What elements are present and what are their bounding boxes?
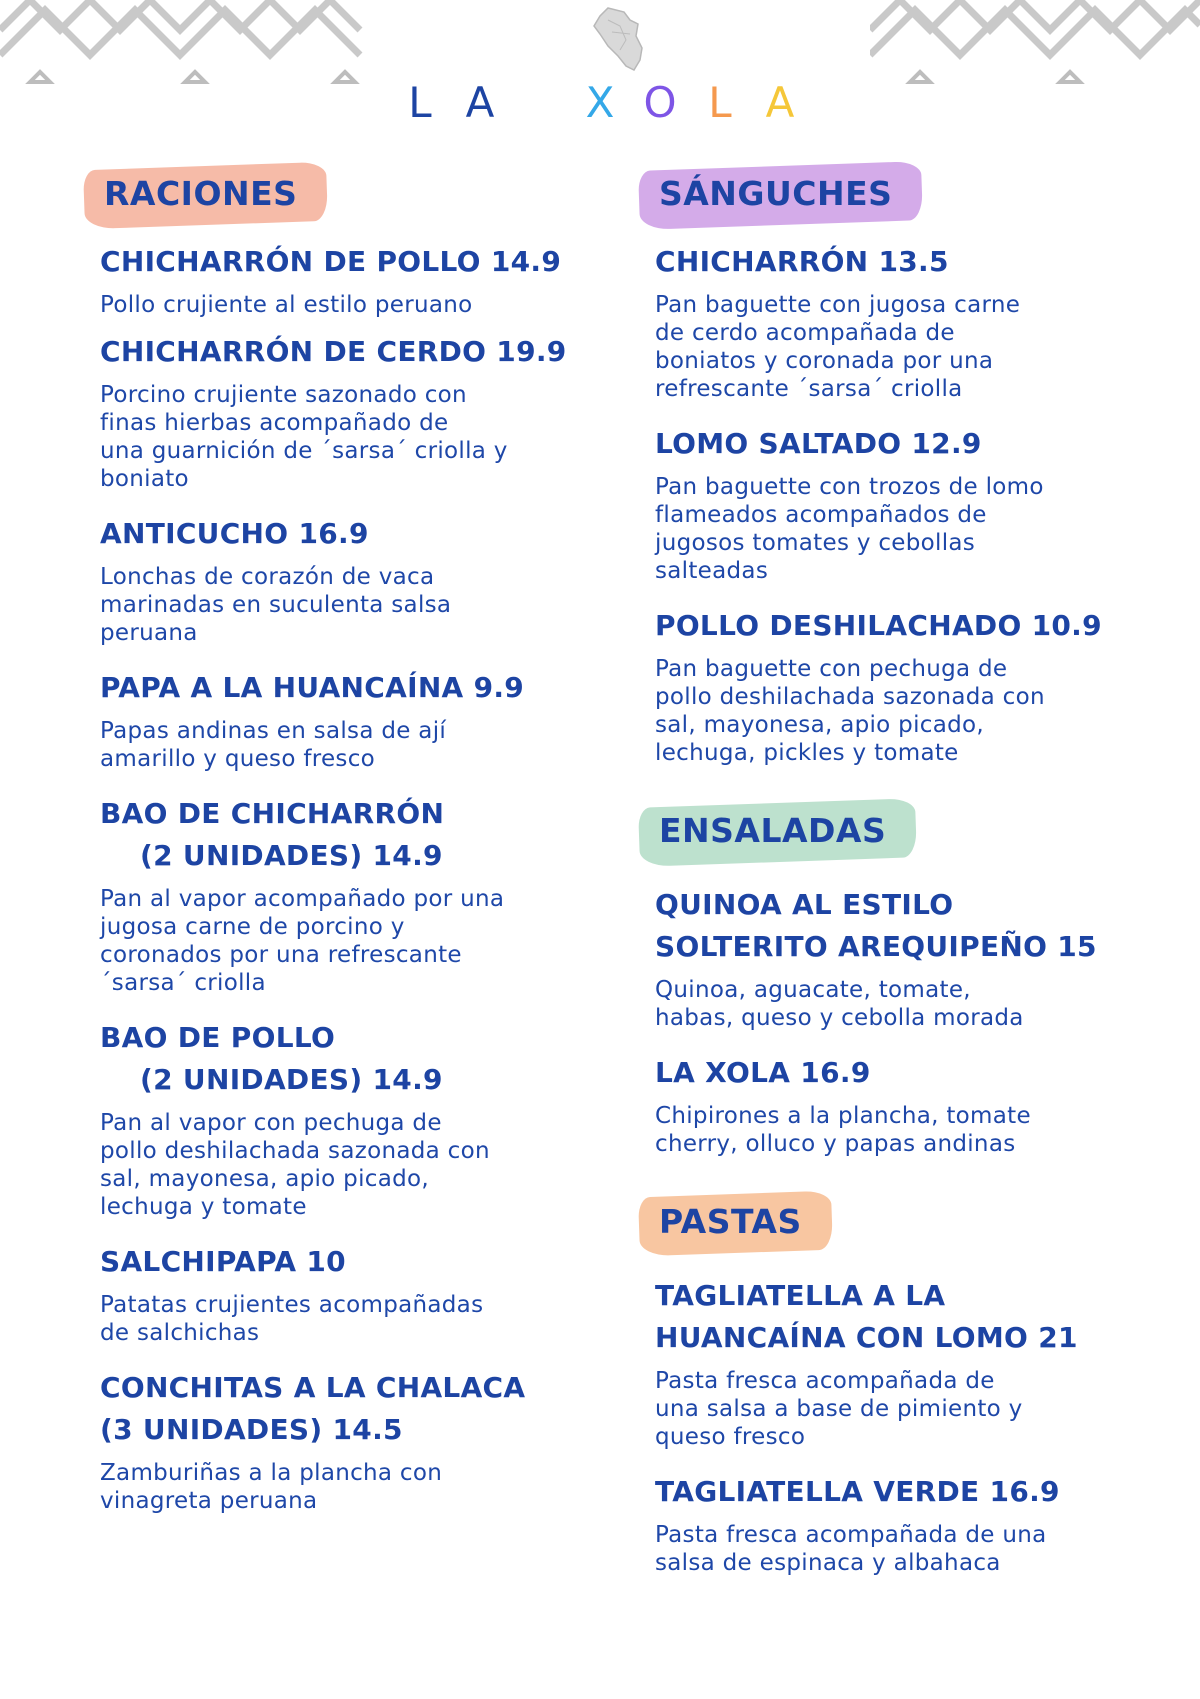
item-name-line: (2 UNIDADES) 14.9 bbox=[140, 839, 443, 872]
left-column bbox=[100, 160, 570, 1515]
item-name bbox=[100, 1017, 570, 1101]
section-sanguches bbox=[645, 160, 912, 227]
item-description: Pollo crujiente al estilo peruano bbox=[100, 292, 473, 318]
item-name-line: CONCHITAS A LA CHALACA bbox=[100, 1371, 526, 1404]
item-name bbox=[655, 884, 1125, 968]
section-title: RACIONES bbox=[104, 174, 298, 213]
menu-item bbox=[100, 331, 570, 493]
item-description: Pan baguette con trozos de lomo flameados acompañados de jugosos tomates y cebollas salteadas bbox=[655, 474, 1044, 584]
menu-item bbox=[100, 241, 570, 319]
menu-item bbox=[100, 1241, 570, 1347]
item-name: LOMO SALTADO 12.9 bbox=[655, 427, 982, 460]
section-title: SÁNGUCHES bbox=[659, 174, 893, 213]
item-name-line: BAO DE CHICHARRÓN bbox=[100, 797, 445, 830]
item-name: SALCHIPAPA 10 bbox=[100, 1245, 346, 1278]
item-description: Zamburiñas a la plancha con vinagreta peruana bbox=[100, 1460, 443, 1514]
menu-item bbox=[655, 241, 1125, 403]
menu-item bbox=[655, 605, 1125, 767]
item-description: Pasta fresca acompañada de una salsa a base de pimiento y queso fresco bbox=[655, 1368, 1023, 1450]
section-ensaladas bbox=[645, 797, 906, 864]
item-name-line: HUANCAÍNA CON LOMO 21 bbox=[655, 1321, 1078, 1354]
item-name: ANTICUCHO 16.9 bbox=[100, 517, 369, 550]
item-name: CHICHARRÓN DE POLLO 14.9 bbox=[100, 245, 562, 278]
right-column bbox=[655, 160, 1125, 1577]
item-description: Quinoa, aguacate, tomate, habas, queso y cebolla morada bbox=[655, 977, 1024, 1031]
title-letter: O bbox=[643, 78, 677, 127]
item-name bbox=[100, 1367, 570, 1451]
menu-item bbox=[100, 513, 570, 647]
restaurant-title bbox=[0, 78, 1200, 127]
item-name bbox=[100, 793, 570, 877]
item-name: LA XOLA 16.9 bbox=[655, 1056, 871, 1089]
title-letter: A bbox=[465, 78, 495, 127]
item-description: Pan baguette con jugosa carne de cerdo acompañada de boniatos y coronada por una refrescante ´sarsa´ criolla bbox=[655, 292, 1021, 402]
menu-item bbox=[100, 667, 570, 773]
item-name: PAPA A LA HUANCAÍNA 9.9 bbox=[100, 671, 525, 704]
item-name bbox=[655, 1275, 1125, 1359]
section-pastas bbox=[645, 1188, 822, 1255]
item-description: Pan al vapor con pechuga de pollo deshilachada sazonada con sal, mayonesa, apio picado, lechuga y tomate bbox=[100, 1110, 490, 1220]
section-title: PASTAS bbox=[659, 1202, 802, 1241]
item-description: Pan baguette con pechuga de pollo deshilachada sazonada con sal, mayonesa, apio picado, lechuga, pickles y tomate bbox=[655, 656, 1045, 766]
section-raciones bbox=[90, 160, 317, 227]
item-description: Patatas crujientes acompañadas de salchichas bbox=[100, 1292, 484, 1346]
menu-item bbox=[655, 1471, 1125, 1577]
item-description: Chipirones a la plancha, tomate cherry, olluco y papas andinas bbox=[655, 1103, 1031, 1157]
item-name: CHICHARRÓN 13.5 bbox=[655, 245, 949, 278]
item-description: Pasta fresca acompañada de una salsa de espinaca y albahaca bbox=[655, 1522, 1047, 1576]
menu-item bbox=[100, 793, 570, 997]
menu-item bbox=[655, 423, 1125, 585]
item-name-line: (3 UNIDADES) 14.5 bbox=[100, 1413, 403, 1446]
item-description: Lonchas de corazón de vaca marinadas en suculenta salsa peruana bbox=[100, 564, 452, 646]
peru-map-icon bbox=[590, 6, 650, 74]
item-description: Pan al vapor acompañado por una jugosa carne de porcino y coronados por una refrescante ´sarsa´ criolla bbox=[100, 886, 505, 996]
item-name-line: TAGLIATELLA A LA bbox=[655, 1279, 946, 1312]
item-name-line: QUINOA AL ESTILO bbox=[655, 888, 954, 921]
section-title: ENSALADAS bbox=[659, 811, 887, 850]
title-letter: X bbox=[585, 78, 615, 127]
item-name: CHICHARRÓN DE CERDO 19.9 bbox=[100, 335, 567, 368]
menu-item bbox=[655, 884, 1125, 1032]
item-name-line: SOLTERITO AREQUIPEÑO 15 bbox=[655, 930, 1097, 963]
menu-item bbox=[655, 1275, 1125, 1451]
item-name: POLLO DESHILACHADO 10.9 bbox=[655, 609, 1102, 642]
item-name-line: (2 UNIDADES) 14.9 bbox=[140, 1063, 443, 1096]
title-letter: L bbox=[708, 78, 732, 127]
title-letter: A bbox=[765, 78, 795, 127]
menu-item bbox=[100, 1017, 570, 1221]
menu-item bbox=[655, 1052, 1125, 1158]
item-name-line: BAO DE POLLO bbox=[100, 1021, 336, 1054]
item-description: Porcino crujiente sazonado con finas hierbas acompañado de una guarnición de ´sarsa´ criolla y boniato bbox=[100, 382, 508, 492]
menu-item bbox=[100, 1367, 570, 1515]
title-letter: L bbox=[408, 78, 432, 127]
item-description: Papas andinas en salsa de ají amarillo y queso fresco bbox=[100, 718, 447, 772]
item-name: TAGLIATELLA VERDE 16.9 bbox=[655, 1475, 1060, 1508]
